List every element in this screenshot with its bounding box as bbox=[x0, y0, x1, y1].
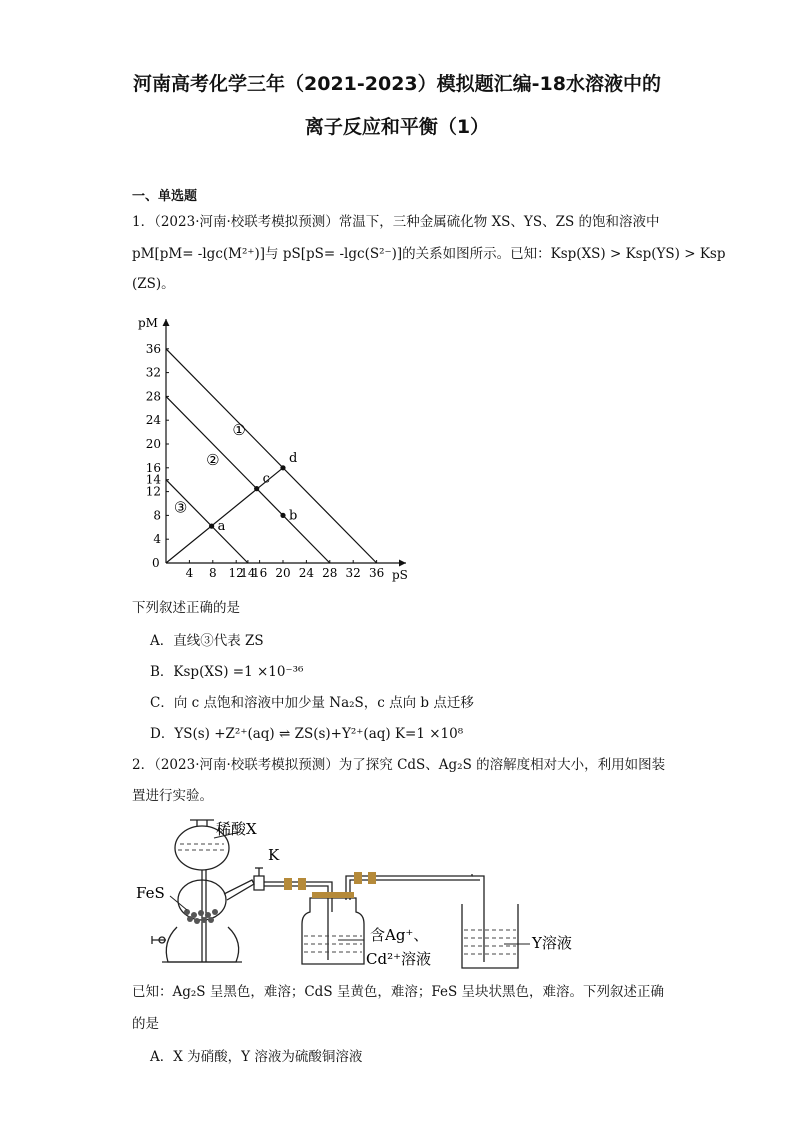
label-bottle-line2: Cd²⁺溶液 bbox=[366, 950, 432, 968]
point-label: b bbox=[289, 508, 298, 524]
x-tick-label: 28 bbox=[322, 566, 338, 580]
origin-label: 0 bbox=[152, 556, 160, 570]
q1-option-c: C．向 c 点饱和溶液中加少量 Na₂S，c 点向 b 点迁移 bbox=[150, 695, 474, 711]
q1-option-d: D．YS(s) +Z²⁺(aq) ⇌ ZS(s)+Y²⁺(aq) K=1 ×10⁸ bbox=[150, 726, 464, 742]
data-point bbox=[280, 513, 285, 518]
y-tick-label: 24 bbox=[145, 413, 161, 428]
series-label: ③ bbox=[173, 498, 188, 517]
valve-k bbox=[254, 876, 264, 890]
point-label: a bbox=[217, 519, 226, 535]
q1-option-b: B．Ksp(XS) =1 ×10⁻³⁶ bbox=[150, 664, 304, 680]
doc-title-line1: 河南高考化学三年（2021-2023）模拟题汇编-18水溶液中的 bbox=[133, 73, 661, 95]
q1-prompt: 下列叙述正确的是 bbox=[132, 600, 240, 616]
label-valve-k: K bbox=[268, 846, 280, 864]
series-label: ② bbox=[206, 450, 220, 469]
series-label: ① bbox=[232, 421, 246, 440]
series-line bbox=[166, 349, 377, 563]
x-tick-label: 20 bbox=[275, 566, 291, 580]
label-acid-x: 稀酸X bbox=[216, 820, 257, 838]
data-point bbox=[280, 465, 285, 470]
q2-known-line2: 的是 bbox=[132, 1016, 159, 1032]
y-axis-label: pM bbox=[138, 316, 158, 330]
x-tick-label: 4 bbox=[185, 566, 194, 580]
x-tick-label: 14 bbox=[240, 566, 256, 580]
funnel-bulb bbox=[190, 820, 214, 826]
doc-title-line2: 离子反应和平衡（1） bbox=[304, 116, 490, 138]
point-label: d bbox=[289, 450, 298, 466]
x-tick-label: 36 bbox=[368, 566, 385, 580]
q1-option-a: A．直线③代表 ZS bbox=[150, 633, 264, 649]
x-axis-label: pS bbox=[392, 568, 408, 582]
x-tick-label: 12 bbox=[228, 566, 244, 580]
label-fes: FeS bbox=[136, 884, 165, 902]
series-line bbox=[166, 396, 330, 563]
label-beaker: Y溶液 bbox=[532, 934, 572, 952]
q2-known-line1: 已知：Ag₂S 呈黑色，难溶；CdS 呈黄色，难溶；FeS 呈块状黑色，难溶。下列叙述正确 bbox=[132, 984, 665, 1000]
q2-apparatus-diagram bbox=[132, 812, 592, 977]
series-line bbox=[166, 480, 248, 563]
x-tick-label: 24 bbox=[298, 566, 315, 580]
point-label: c bbox=[262, 471, 270, 487]
y-tick-label: 12 bbox=[145, 484, 161, 499]
q1-stem-line2: pM[pM= -lgc(M²⁺)]与 pS[pS= -lgc(S²⁻)]的关系如图所示。已知：Ksp(XS) > Ksp(YS) > Ksp bbox=[132, 246, 726, 262]
y-tick-label: 32 bbox=[145, 365, 161, 380]
section-heading: 一、单选题 bbox=[132, 189, 198, 204]
y-tick-label: 8 bbox=[153, 508, 161, 523]
q2-stem-line1: 2．（2023·河南·校联考模拟预测）为了探究 CdS、Ag₂S 的溶解度相对大小，利用如图装 bbox=[132, 757, 666, 773]
data-point bbox=[209, 524, 214, 529]
q1-stem-line1: 1．（2023·河南·校联考模拟预测）常温下，三种金属硫化物 XS、YS、ZS 的饱和溶液中 bbox=[132, 214, 660, 230]
y-tick-label: 16 bbox=[145, 460, 161, 475]
q1-stem-line3: (ZS)。 bbox=[132, 276, 175, 292]
y-tick-label: 20 bbox=[145, 437, 161, 451]
y-tick-label: 36 bbox=[145, 341, 161, 356]
y-tick-label: 28 bbox=[145, 389, 161, 404]
beaker bbox=[462, 904, 518, 968]
x-tick-label: 16 bbox=[251, 566, 268, 580]
q1-chart bbox=[130, 305, 420, 585]
label-bottle-line1: 含Ag⁺、 bbox=[370, 926, 429, 944]
x-tick-label: 8 bbox=[208, 566, 217, 580]
x-tick-label: 32 bbox=[345, 566, 361, 580]
y-tick-label: 14 bbox=[145, 472, 161, 487]
wash-bottle bbox=[302, 898, 364, 964]
q2-option-a: A．X 为硝酸，Y 溶液为硫酸铜溶液 bbox=[150, 1049, 363, 1065]
data-point bbox=[254, 486, 259, 491]
y-tick-label: 4 bbox=[153, 532, 161, 547]
q2-stem-line2: 置进行实验。 bbox=[132, 788, 213, 804]
fes-pellets bbox=[184, 909, 218, 924]
